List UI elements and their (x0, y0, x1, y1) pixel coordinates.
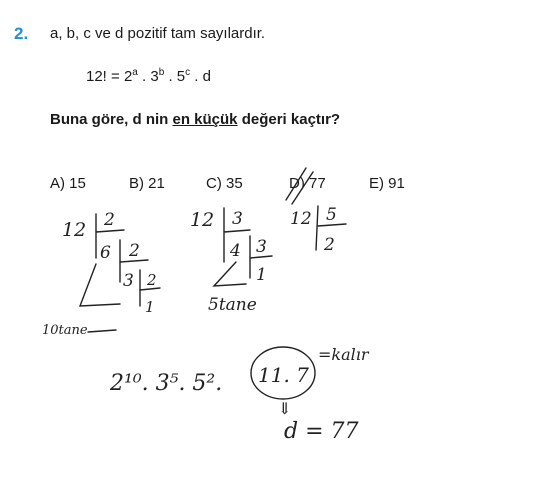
div5-dividend: 12 (290, 209, 312, 229)
div5-divisor: 5 (326, 205, 337, 225)
circled-factor: 11. 7 (258, 363, 309, 387)
prompt-underlined: en küçük (172, 111, 238, 128)
div5-line (318, 224, 346, 226)
div3-line1 (224, 230, 250, 232)
div3-d2: 3 (256, 237, 267, 257)
formula-lhs: 12! = 2 (86, 68, 133, 85)
question-prompt (50, 111, 340, 128)
option-d[interactable]: D) 77 (289, 175, 326, 192)
option-c[interactable]: C) 35 (206, 175, 243, 192)
prompt-after: değeri kaçtır? (237, 111, 341, 128)
option-b[interactable]: B) 21 (129, 175, 165, 192)
div3-bracket (214, 262, 246, 286)
div5-bar (316, 206, 318, 250)
final-answer: d = 77 (284, 419, 359, 444)
formula-tail: . d (190, 68, 211, 85)
factor-expression: 2¹⁰. 3⁵. 5². (110, 371, 223, 396)
div3-divisor: 3 (232, 209, 243, 229)
exponent-a: a (132, 67, 138, 78)
question-stem: a, b, c ve d pozitif tam sayılardır. (50, 25, 266, 42)
div2-d3: 2 (147, 271, 157, 289)
exponent-b: b (158, 67, 165, 78)
div3-line2 (250, 256, 272, 258)
circle-mark (251, 347, 315, 399)
factorial-formula (86, 67, 211, 85)
formula-dot1: . 3 (137, 68, 159, 85)
div2-q2: 3 (123, 271, 134, 291)
question-number: 2. (14, 24, 29, 43)
div3-q2: 1 (256, 265, 267, 285)
option-e[interactable]: E) 91 (369, 175, 405, 192)
div2-divisor: 2 (104, 210, 115, 230)
div2-q3: 1 (145, 298, 155, 316)
exponent-c: c (185, 67, 191, 78)
formula-dot2: . 5 (164, 68, 186, 85)
div2-note: 10tane (42, 323, 88, 338)
div2-bracket (80, 264, 120, 306)
div5-q1: 2 (324, 235, 335, 255)
div2-q1: 6 (100, 243, 111, 263)
down-arrow-icon: ⇓ (278, 399, 292, 418)
option-a[interactable]: A) 15 (50, 175, 86, 192)
div3-q1: 4 (230, 241, 241, 261)
remainder-note: =kalır (318, 345, 369, 364)
div2-d2: 2 (129, 241, 140, 261)
div3-note: 5tane (208, 295, 257, 315)
div2-note-underline (88, 330, 116, 332)
div3-dividend: 12 (190, 209, 215, 231)
div2-line2 (120, 260, 148, 262)
div2-dividend: 12 (62, 219, 87, 241)
div2-line3 (140, 288, 160, 290)
prompt-before: Buna göre, d nin (50, 111, 173, 128)
div2-line1 (96, 230, 124, 232)
